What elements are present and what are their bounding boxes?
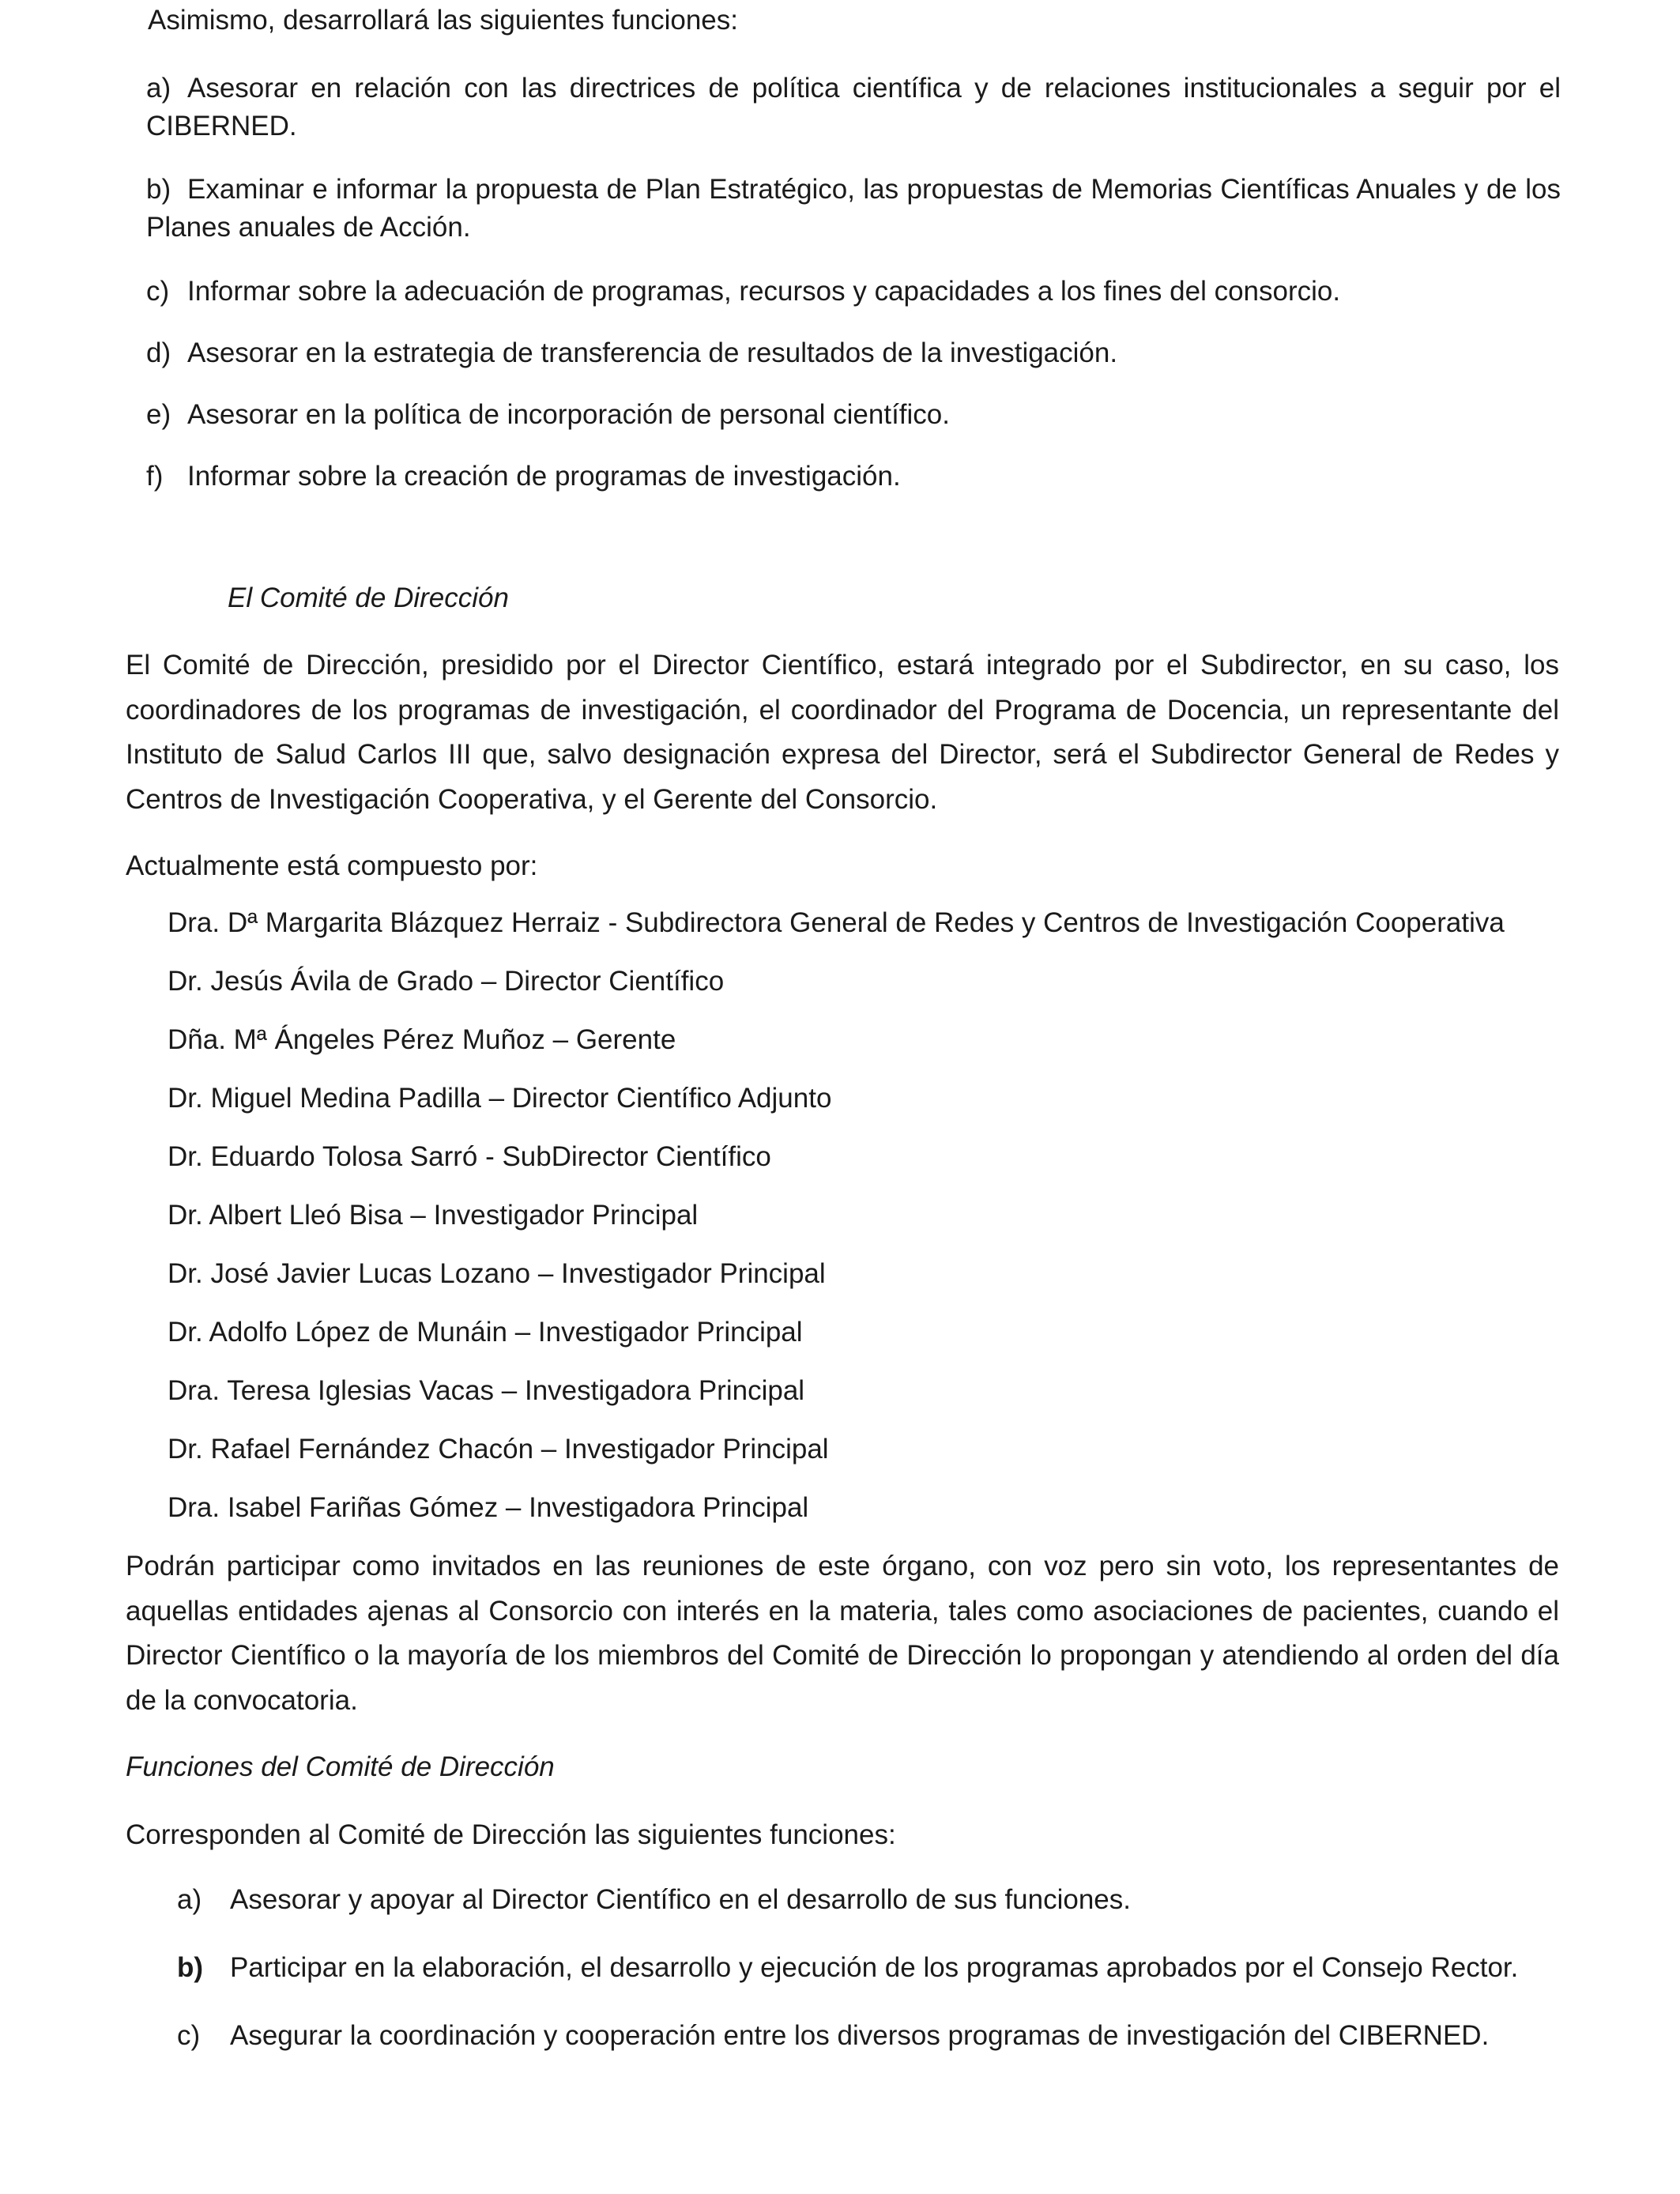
member-item: Dña. Mª Ángeles Pérez Muñoz – Gerente [168, 1024, 676, 1055]
list-marker: a) [146, 73, 171, 104]
list-text: Examinar e informar la propuesta de Plan Estratégico, las propuestas de Memorias Científicas Anuales y de los Planes anuales de Acción. [146, 174, 1561, 243]
member-item: Dr. Jesús Ávila de Grado – Director Científico [168, 966, 725, 997]
list-text: Asesorar en la estrategia de transferencia de resultados de la investigación. [187, 337, 1118, 368]
section-heading: El Comité de Dirección [228, 582, 509, 613]
list-text: Informar sobre la adecuación de programas, recursos y capacidades a los fines del consorcio. [187, 276, 1341, 307]
list-marker: c) [177, 2020, 201, 2051]
list-marker: d) [146, 337, 171, 368]
list-text: Asesorar y apoyar al Director Científico en el desarrollo de sus funciones. [230, 1884, 1131, 1915]
member-item: Dr. Miguel Medina Padilla – Director Científico Adjunto [168, 1083, 832, 1114]
member-item: Dr. Eduardo Tolosa Sarró - SubDirector Científico [168, 1141, 771, 1172]
list-marker: b) [177, 1952, 204, 1983]
list-text: Participar en la elaboración, el desarrollo y ejecución de los programas aprobados por el Consejo Rector. [230, 1952, 1519, 1983]
list-item [146, 171, 1561, 247]
list-item [146, 334, 1561, 372]
list-marker: a) [177, 1884, 202, 1915]
member-item: Dr. José Javier Lucas Lozano – Investigador Principal [168, 1258, 826, 1289]
composed-label: Actualmente está compuesto por: [126, 850, 538, 881]
member-item: Dr. Adolfo López de Munáin – Investigador Principal [168, 1317, 803, 1348]
comite-paragraph: El Comité de Dirección, presidido por el Director Científico, estará integrado por el Subdirector, en su caso, los coordinadores de los programas de investigación, el coordinador del Programa de Docencia, un representante del Instituto de Salud Carlos III que, salvo designación expresa del Director, será el Subdirector General de Redes y Centros de Investigación Cooperativa, y el Gerente del Consorcio. [126, 650, 1559, 815]
member-item: Dra. Teresa Iglesias Vacas – Investigadora Principal [168, 1375, 805, 1406]
list-text: Asegurar la coordinación y cooperación entre los diversos programas de investigación del CIBERNED. [230, 2020, 1490, 2051]
list-item [177, 1949, 1519, 1987]
member-item: Dra. Isabel Fariñas Gómez – Investigadora Principal [168, 1492, 809, 1523]
functions-heading: Funciones del Comité de Dirección [126, 1751, 555, 1782]
list-item [177, 1881, 1131, 1919]
list-text: Informar sobre la creación de programas de investigación. [187, 461, 901, 492]
list-text: Asesorar en la política de incorporación de personal científico. [187, 399, 950, 430]
list-marker: b) [146, 174, 171, 205]
invited-paragraph: Podrán participar como invitados en las reuniones de este órgano, con voz pero sin voto, los representantes de aquellas entidades ajenas al Consorcio con interés en la materia, tales como asociaciones de pacientes, cuando el Director Científico o la mayoría de los miembros del Comité de Dirección lo propongan y atendiendo al orden del día de la convocatoria. [126, 1551, 1559, 1716]
list-marker: f) [146, 461, 164, 492]
list-item [146, 273, 1561, 311]
list-item [146, 70, 1561, 145]
member-item: Dra. Dª Margarita Blázquez Herraiz - Subdirectora General de Redes y Centros de Investigación Cooperativa [168, 907, 1505, 938]
list-item [177, 2017, 1490, 2055]
list-text: Asesorar en relación con las directrices de política científica y de relaciones institucionales a seguir por el CIBERNED. [146, 73, 1561, 141]
intro-text: Asimismo, desarrollará las siguientes funciones: [148, 5, 738, 36]
list-marker: c) [146, 276, 170, 307]
list-marker: e) [146, 399, 171, 430]
member-item: Dr. Albert Lleó Bisa – Investigador Principal [168, 1200, 699, 1231]
list-item [146, 458, 1561, 496]
member-item: Dr. Rafael Fernández Chacón – Investigador Principal [168, 1434, 829, 1465]
list-item [146, 396, 1561, 434]
functions-intro: Corresponden al Comité de Dirección las siguientes funciones: [126, 1819, 896, 1850]
